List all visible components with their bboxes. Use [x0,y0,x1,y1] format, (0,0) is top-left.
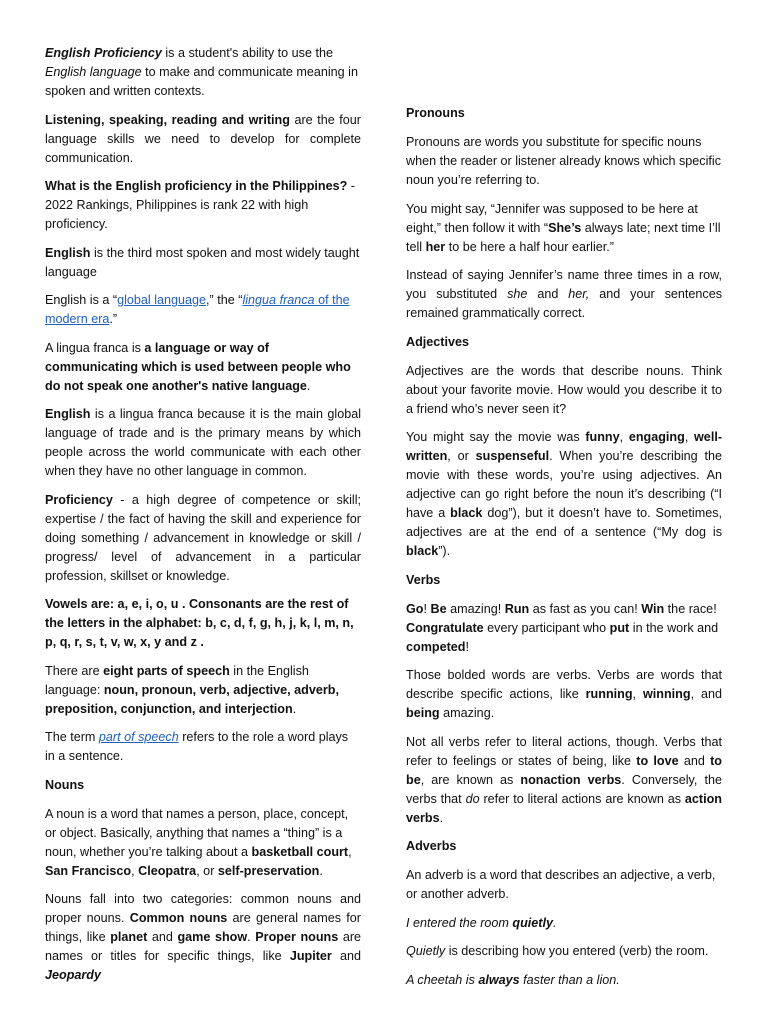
paragraph-english-proficiency: English Proficiency is a student's ability to use the English language to make and communicate meaning in spoken and written contexts. [45,46,358,98]
heading-adjectives: Adjectives [406,334,469,349]
heading-pronouns: Pronouns [406,106,465,120]
term-english-proficiency: English Proficiency [45,46,162,60]
paragraph-pronoun-definition: Pronouns are words you substitute for specific nouns when the reader or listener already knows which specific noun you’re referring to. [406,135,721,187]
paragraph-verb-examples: Go! Be amazing! Run as fast as you can! Win the race! Congratulate every participant who put in the work and competed! [406,601,719,654]
paragraph-global-language: English is a “global language,” the “lingua franca of the modern era.” [45,293,350,326]
paragraph-pronoun-example: You might say, “Jennifer was supposed to be here at eight,” then follow it with “She’s always late; next time I’ll tell her to be here a half hour earlier.” [406,201,721,254]
lingua-franca-link[interactable]: lingua franca of the modern era [45,293,350,326]
heading-verbs: Verbs [406,572,441,587]
example-cheetah-sentence: A cheetah is always faster than a lion. [406,972,620,987]
paragraph-four-skills: Listening, speaking, reading and writing are the four language skills we need to develop for complete communication. [45,112,361,165]
paragraph-adverb-definition: An adverb is a word that describes an adjective, a verb, or another adverb. [406,868,716,901]
paragraph-pronoun-explanation: Instead of saying Jennifer’s name three times in a row, you substituted she and her, and your sentences remained grammatically correct. [406,268,722,320]
paragraph-parts-of-speech: There are eight parts of speech in the English language: noun, pronoun, verb, adjective, adverb, preposition, conjunction, and interjection. [45,663,339,716]
example-quietly-sentence: I entered the room quietly. [406,915,557,930]
paragraph-noun-categories: Nouns fall into two categories: common nouns and proper nouns. Common nouns are general names for things, like planet and game show. Proper nouns are names or titles for specific things, like Jupiter and Jeopardy [45,892,362,982]
paragraph-part-of-speech-term: The term part of speech refers to the role a word plays in a sentence. [45,730,349,763]
heading-nouns: Nouns [45,777,85,792]
paragraph-adjective-example: You might say the movie was funny, engaging, well-written, or suspenseful. When you’re describing the movie with these words, you’re using adjectives. An adjective can go right before the noun it’s describing (“I have a black dog”), but it doesn’t have to. Sometimes, adjectives are at the end of a sentence (“My dog is black”). [406,430,723,558]
paragraph-quietly-explanation: Quietly is describing how you entered (verb) the room. [406,944,709,958]
paragraph-noun-definition: A noun is a word that names a person, place, concept, or object. Basically, anything that names a “thing” is a noun, whether you’re talking about a basketball court, San Francisco, Cleopatra, or self-preservation. [45,806,352,878]
paragraph-english-third: English is the third most spoken and most widely taught language [45,245,360,279]
paragraph-verb-types: Not all verbs refer to literal actions, though. Verbs that refer to feelings or states of being, like to love and to be, are known as nonaction verbs. Conversely, the verbs that do refer to literal actions are known as action verbs. [406,734,722,825]
paragraph-philippines-ranking: What is the English proficiency in the Philippines? - 2022 Rankings, Philippines is rank 22 with high proficiency. [45,179,355,231]
left-column [45,44,361,995]
heading-adverbs: Adverbs [406,839,457,853]
part-of-speech-link[interactable]: part of speech [98,730,179,744]
paragraph-adjective-definition: Adjectives are the words that describe nouns. Think about your favorite movie. How would you describe it to a friend who’s never seen it? [406,363,722,416]
paragraph-english-lingua-franca: English is a lingua franca because it is the main global language of trade and is the primary means by which people across the world communicate with each other when they have no other language in common. [45,407,361,478]
paragraph-vowels-consonants: Vowels are: a, e, i, o, u . Consonants are the rest of the letters in the alphabet: b, c, d, f, g, h, j, k, l, m, n, p, q, r, s, t, v, w, x, y and z . [45,597,354,649]
paragraph-proficiency-definition: Proficiency - a high degree of competence or skill; expertise / the fact of having the skill and experience for doing something / advancement in knowledge or skill / progress/ level of advancement in a particular profession, skillset or knowledge. [45,492,361,583]
paragraph-lingua-franca-definition: A lingua franca is a language or way of communicating which is used between people who do not speak one another's native language. [45,340,351,393]
paragraph-verb-definition: Those bolded words are verbs. Verbs are words that describe specific actions, like running, winning, and being amazing. [406,668,723,720]
global-language-link[interactable]: global language [117,293,207,307]
right-column [406,104,722,999]
